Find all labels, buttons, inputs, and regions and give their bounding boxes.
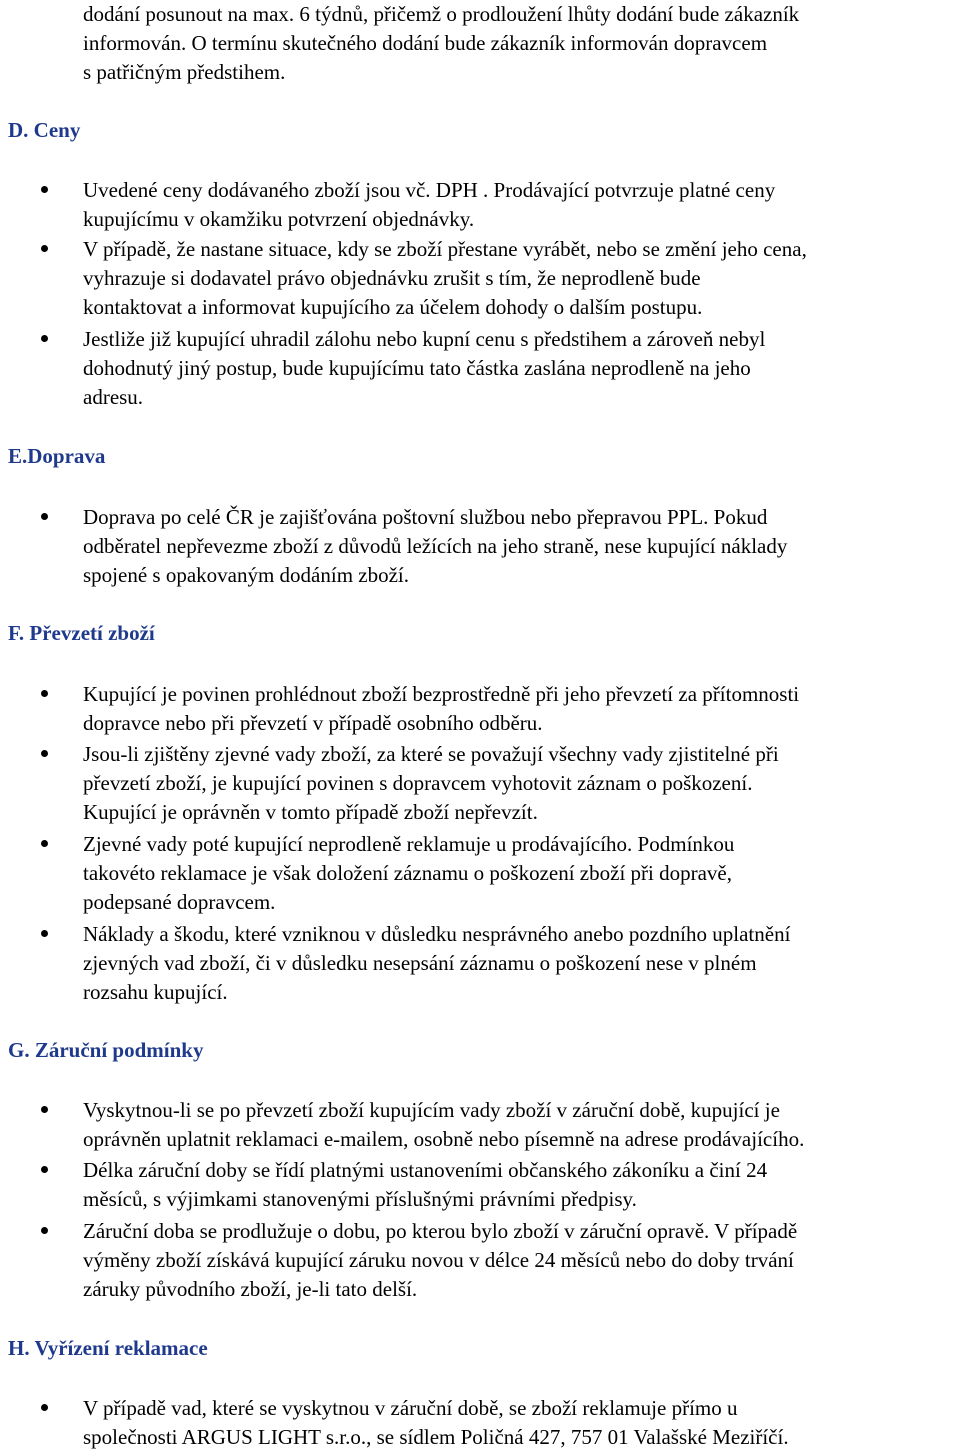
- acceptance-item-2-line-3: Kupující je oprávněn v tomto případě zboží nepřevzít.: [83, 800, 538, 824]
- prices-item-3-line-2: dohodnutý jiný postup, bude kupujícímu tato částka zaslána neprodleně na jeho: [83, 356, 751, 380]
- transport-item-1-line-2: odběratel nepřevezme zboží z důvodů ležících na jeho straně, nese kupující náklady: [83, 534, 788, 558]
- warranty-item-1-line-2: oprávněn uplatnit reklamaci e-mailem, osobně nebo písemně na adrese prodávajícího.: [83, 1127, 805, 1151]
- bullet-icon: [41, 1227, 48, 1234]
- section-heading-prices: D. Ceny: [8, 118, 81, 142]
- acceptance-item-1-line-1: Kupující je povinen prohlédnout zboží bezprostředně při jeho převzetí za přítomnosti: [83, 682, 800, 706]
- claims-item-1-line-2: společnosti ARGUS LIGHT s.r.o., se sídlem Poličná 427, 757 01 Valašské Meziříčí.: [83, 1425, 789, 1449]
- acceptance-item-2-line-1: Jsou-li zjištěny zjevné vady zboží, za které se považují všechny vady zjistitelné při: [83, 742, 779, 766]
- acceptance-item-3-line-3: podepsané dopravcem.: [83, 890, 276, 914]
- continuation-line-3: s patřičným předstihem.: [83, 60, 286, 84]
- acceptance-item-3-line-2: takovéto reklamace je však doložení záznamu o poškození zboží při dopravě,: [83, 861, 732, 885]
- section-heading-warranty: G. Záruční podmínky: [8, 1038, 204, 1062]
- acceptance-item-3-line-1: Zjevné vady poté kupující neprodleně reklamuje u prodávajícího. Podmínkou: [83, 832, 735, 856]
- acceptance-item-1-line-2: dopravce nebo při převzetí v případě osobního odběru.: [83, 711, 543, 735]
- bullet-icon: [41, 1404, 48, 1411]
- prices-item-3-line-3: adresu.: [83, 385, 144, 409]
- bullet-icon: [41, 840, 48, 847]
- acceptance-item-4-line-3: rozsahu kupující.: [83, 980, 228, 1004]
- prices-item-2-line-2: vyhrazuje si dodavatel právo objednávku zrušit s tím, že neprodleně bude: [83, 266, 701, 290]
- bullet-icon: [41, 513, 48, 520]
- continuation-line-2: informován. O termínu skutečného dodání bude zákazník informován dopravcem: [83, 31, 768, 55]
- prices-item-1-line-2: kupujícímu v okamžiku potvrzení objednávky.: [83, 207, 475, 231]
- prices-item-1-line-1: Uvedené ceny dodávaného zboží jsou vč. DPH . Prodávající potvrzuje platné ceny: [83, 178, 776, 202]
- bullet-icon: [41, 335, 48, 342]
- warranty-item-2-line-2: měsíců, s výjimkami stanovenými příslušnými právními předpisy.: [83, 1187, 637, 1211]
- section-heading-acceptance: F. Převzetí zboží: [8, 621, 155, 645]
- prices-item-2-line-1: V případě, že nastane situace, kdy se zboží přestane vyrábět, nebo se změní jeho cena,: [83, 237, 807, 261]
- bullet-icon: [41, 1106, 48, 1113]
- warranty-item-1-line-1: Vyskytnou-li se po převzetí zboží kupujícím vady zboží v záruční době, kupující je: [83, 1098, 780, 1122]
- bullet-icon: [41, 1166, 48, 1173]
- warranty-item-3-line-1: Záruční doba se prodlužuje o dobu, po kterou bylo zboží v záruční opravě. V případě: [83, 1219, 798, 1243]
- bullet-icon: [41, 930, 48, 937]
- prices-item-2-line-3: kontaktovat a informovat kupujícího za účelem dohody o dalším postupu.: [83, 295, 703, 319]
- transport-item-1-line-1: Doprava po celé ČR je zajišťována poštovní službou nebo přepravou PPL. Pokud: [83, 505, 768, 529]
- warranty-item-3-line-3: záruky původního zboží, je-li tato delší.: [83, 1277, 418, 1301]
- bullet-icon: [41, 245, 48, 252]
- section-heading-claims: H. Vyřízení reklamace: [8, 1336, 208, 1360]
- acceptance-item-2-line-2: převzetí zboží, je kupující povinen s dopravcem vyhotovit záznam o poškození.: [83, 771, 753, 795]
- claims-item-1-line-1: V případě vad, které se vyskytnou v záruční době, se zboží reklamuje přímo u: [83, 1396, 738, 1420]
- transport-item-1-line-3: spojené s opakovaným dodáním zboží.: [83, 563, 410, 587]
- bullet-icon: [41, 690, 48, 697]
- warranty-item-3-line-2: výměny zboží získává kupující záruku novou v délce 24 měsíců nebo do doby trvání: [83, 1248, 794, 1272]
- bullet-icon: [41, 186, 48, 193]
- bullet-icon: [41, 750, 48, 757]
- continuation-line-1: dodání posunout na max. 6 týdnů, přičemž o prodloužení lhůty dodání bude zákazník: [83, 2, 800, 26]
- warranty-item-2-line-1: Délka záruční doby se řídí platnými ustanoveními občanského zákoníku a činí 24: [83, 1158, 768, 1182]
- prices-item-3-line-1: Jestliže již kupující uhradil zálohu nebo kupní cenu s předstihem a zároveň nebyl: [83, 327, 766, 351]
- acceptance-item-4-line-1: Náklady a škodu, které vzniknou v důsledku nesprávného anebo pozdního uplatnění: [83, 922, 791, 946]
- acceptance-item-4-line-2: zjevných vad zboží, či v důsledku nesepsání záznamu o poškození nese v plném: [83, 951, 757, 975]
- section-heading-transport: E.Doprava: [8, 444, 106, 468]
